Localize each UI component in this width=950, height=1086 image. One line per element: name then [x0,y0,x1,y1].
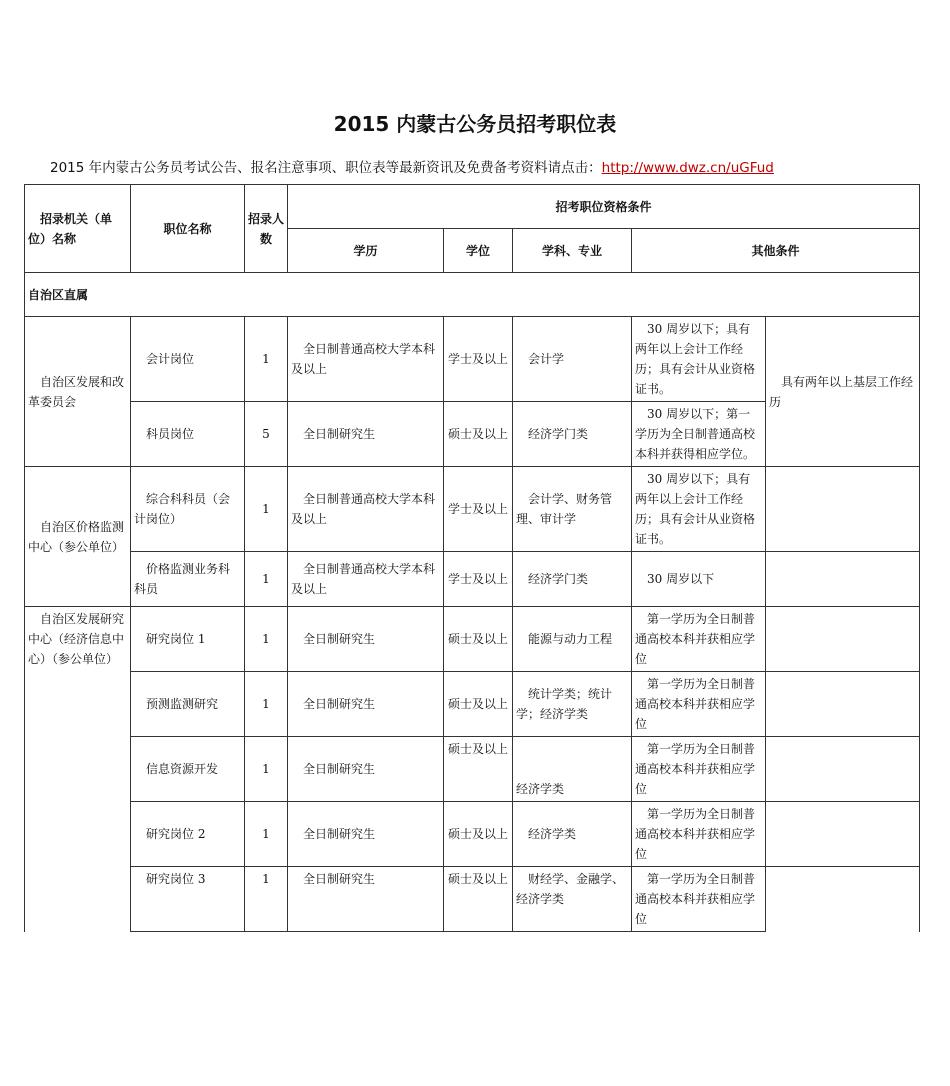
degree: 学士及以上 [444,317,513,402]
headcount: 1 [245,867,288,932]
position-name: 研究岗位 3 [131,867,245,932]
header-count: 招录人数 [245,185,288,273]
other-conditions: 第一学历为全日制普通高校本科并获相应学位 [632,737,766,802]
header-education: 学历 [288,229,444,273]
table-row [25,672,920,737]
education: 全日制研究生 [288,607,444,672]
position-name: 信息资源开发 [131,737,245,802]
other-conditions: 第一学历为全日制普通高校本科并获相应学位 [632,672,766,737]
other-conditions: 第一学历为全日制普通高校本科并获相应学位 [632,802,766,867]
major: 会计学 [513,317,632,402]
headcount: 1 [245,607,288,672]
extra-conditions-empty [766,607,920,672]
header-major: 学科、专业 [513,229,632,273]
table-row [25,737,920,802]
position-name: 研究岗位 2 [131,802,245,867]
table-row [25,802,920,867]
page-title: 2015 内蒙古公务员招考职位表 [333,112,617,136]
extra-conditions-empty [766,867,920,932]
degree: 硕士及以上 [444,607,513,672]
other-conditions: 30 周岁以下；具有两年以上会计工作经历；具有会计从业资格证书。 [632,317,766,402]
other-conditions: 第一学历为全日制普通高校本科并获相应学位 [632,607,766,672]
position-name: 科员岗位 [131,402,245,467]
table-row [25,317,920,402]
degree: 硕士及以上 [444,737,513,802]
degree: 硕士及以上 [444,402,513,467]
positions-table [24,184,920,932]
headcount: 1 [245,737,288,802]
intro-line [50,156,774,176]
header-position: 职位名称 [131,185,245,273]
other-conditions: 30 周岁以下；具有两年以上会计工作经历；具有会计从业资格证书。 [632,467,766,552]
header-degree: 学位 [444,229,513,273]
extra-conditions-empty [766,672,920,737]
extra-conditions: 具有两年以上基层工作经历 [766,317,920,467]
org-name: 自治区价格监测中心（参公单位） [25,467,131,607]
education: 全日制普通高校大学本科及以上 [288,552,444,607]
headcount: 1 [245,672,288,737]
extra-conditions-empty [766,552,920,607]
table-row [25,467,920,552]
extra-conditions-empty [766,737,920,802]
headcount: 1 [245,802,288,867]
header-other: 其他条件 [632,229,920,273]
org-name: 自治区发展研究中心（经济信息中心）（参公单位） [25,607,131,932]
headcount: 1 [245,467,288,552]
major: 会计学、财务管理、审计学 [513,467,632,552]
degree: 硕士及以上 [444,672,513,737]
position-name: 综合科科员（会计岗位） [131,467,245,552]
headcount: 1 [245,552,288,607]
other-conditions: 30 周岁以下；第一学历为全日制普通高校本科并获得相应学位。 [632,402,766,467]
headcount: 5 [245,402,288,467]
intro-text: 2015 年内蒙古公务员考试公告、报名注意事项、职位表等最新资讯及免费备考资料请点击： [50,160,602,176]
extra-conditions-empty [766,467,920,552]
header-row-1 [25,185,920,229]
major: 经济学门类 [513,552,632,607]
degree: 硕士及以上 [444,802,513,867]
section-label: 自治区直属 [25,273,920,317]
degree: 学士及以上 [444,467,513,552]
header-requirements: 招考职位资格条件 [288,185,920,229]
resource-link[interactable]: http://www.dwz.cn/uGFud [601,160,774,176]
major: 经济学门类 [513,402,632,467]
degree: 硕士及以上 [444,867,513,932]
major: 经济学类 [513,737,632,802]
education: 全日制研究生 [288,672,444,737]
major: 经济学类 [513,802,632,867]
section-row [25,273,920,317]
degree: 学士及以上 [444,552,513,607]
position-name: 研究岗位 1 [131,607,245,672]
other-conditions: 30 周岁以下 [632,552,766,607]
major: 能源与动力工程 [513,607,632,672]
other-conditions: 第一学历为全日制普通高校本科并获相应学位 [632,867,766,932]
position-name: 价格监测业务科科员 [131,552,245,607]
major: 财经学、金融学、经济学类 [513,867,632,932]
table-row [25,552,920,607]
education: 全日制研究生 [288,402,444,467]
position-name: 会计岗位 [131,317,245,402]
position-name: 预测监测研究 [131,672,245,737]
headcount: 1 [245,317,288,402]
education: 全日制研究生 [288,737,444,802]
table-row [25,867,920,932]
education: 全日制普通高校大学本科及以上 [288,317,444,402]
table-row [25,607,920,672]
org-name: 自治区发展和改革委员会 [25,317,131,467]
header-org: 招录机关（单位）名称 [25,185,131,273]
extra-conditions-empty [766,802,920,867]
major: 统计学类；统计学；经济学类 [513,672,632,737]
education: 全日制研究生 [288,867,444,932]
education: 全日制研究生 [288,802,444,867]
education: 全日制普通高校大学本科及以上 [288,467,444,552]
